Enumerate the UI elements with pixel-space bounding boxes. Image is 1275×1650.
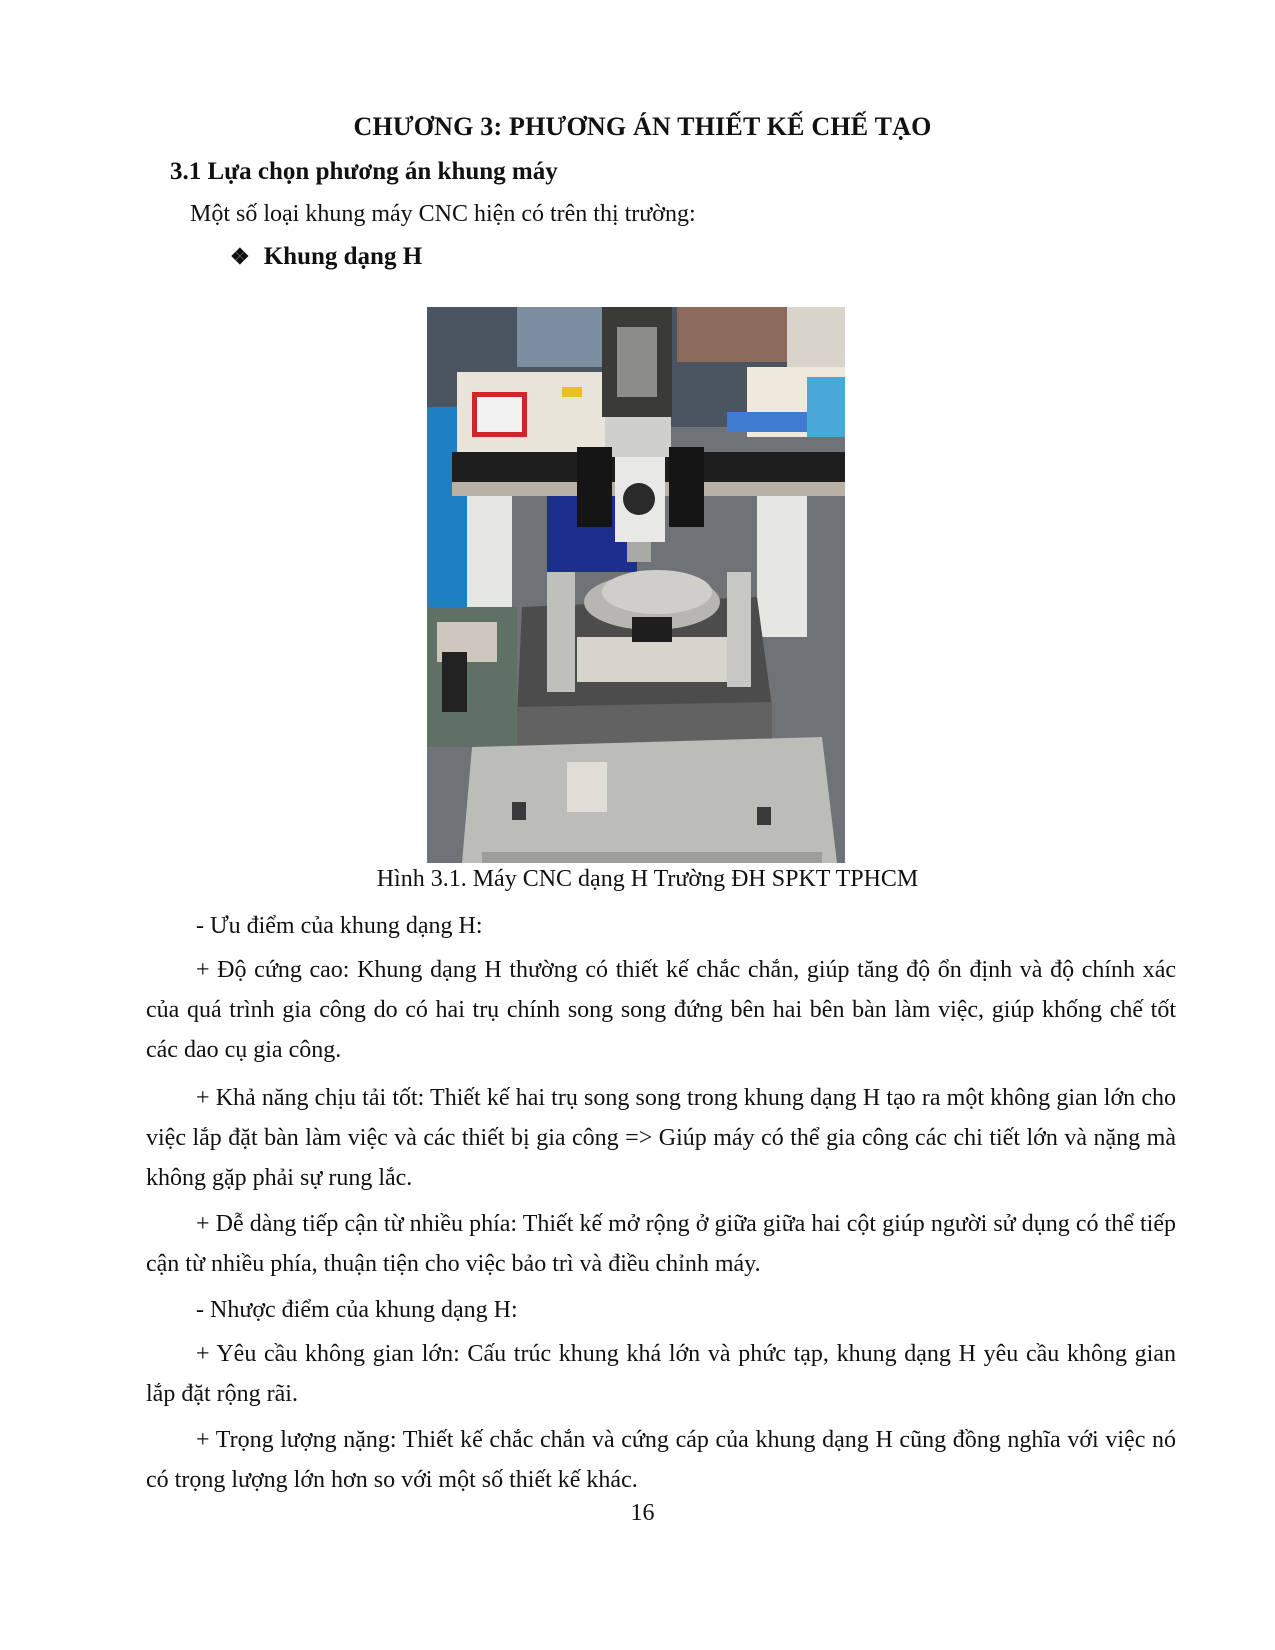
- section-heading: 3.1 Lựa chọn phương án khung máy: [170, 158, 558, 185]
- page-number: 16: [630, 1500, 655, 1526]
- chapter-title: CHƯƠNG 3: PHƯƠNG ÁN THIẾT KẾ CHẾ TẠO: [353, 112, 932, 141]
- advantage-paragraph-1: [146, 950, 1176, 1070]
- intro-paragraph: Một số loại khung máy CNC hiện có trên thị trường:: [190, 201, 696, 227]
- disadvantage-paragraph-2: [146, 1420, 1176, 1500]
- bullet-heading-label: Khung dạng H: [263, 243, 423, 270]
- disadvantages-label: - Nhược điểm của khung dạng H:: [196, 1297, 518, 1323]
- disadvantage-text-2: + Trọng lượng nặng: Thiết kế chắc chắn và cứng cáp của khung dạng H cũng đồng nghĩa với việc nó có trọng lượng lớn hơn so với một số thiết kế khác.: [146, 1427, 1176, 1493]
- diamond-bullet-icon: ❖: [230, 244, 250, 269]
- figure-cnc-machine-photo: [427, 307, 845, 863]
- advantage-paragraph-2: [146, 1078, 1176, 1198]
- advantage-paragraph-3: [146, 1204, 1176, 1284]
- disadvantage-paragraph-1: [146, 1334, 1176, 1414]
- bullet-heading: [230, 243, 422, 271]
- disadvantage-text-1: + Yêu cầu không gian lớn: Cấu trúc khung khá lớn và phức tạp, khung dạng H yêu cầu không gian lắp đặt rộng rãi.: [146, 1341, 1176, 1407]
- figure-caption: Hình 3.1. Máy CNC dạng H Trường ĐH SPKT TPHCM: [376, 866, 919, 892]
- advantages-label: - Ưu điểm của khung dạng H:: [196, 913, 483, 939]
- advantage-text-2: + Khả năng chịu tải tốt: Thiết kế hai trụ song song trong khung dạng H tạo ra một không gian lớn cho việc lắp đặt bàn làm việc và các thiết bị gia công => Giúp máy có thể gia công các chi tiết lớn và nặng mà không gặp phải sự rung lắc.: [146, 1085, 1176, 1191]
- advantage-text-3: + Dễ dàng tiếp cận từ nhiều phía: Thiết kế mở rộng ở giữa giữa hai cột giúp người sử dụng có thể tiếp cận từ nhiều phía, thuận tiện cho việc bảo trì và điều chỉnh máy.: [146, 1211, 1176, 1277]
- cnc-machine-photo-illustration: [427, 307, 845, 863]
- advantage-text-1: + Độ cứng cao: Khung dạng H thường có thiết kế chắc chắn, giúp tăng độ ổn định và độ chính xác của quá trình gia công do có hai trụ chính song song đứng bên hai bên bàn làm việc, giúp khống chế tốt các dao cụ gia công.: [146, 957, 1176, 1063]
